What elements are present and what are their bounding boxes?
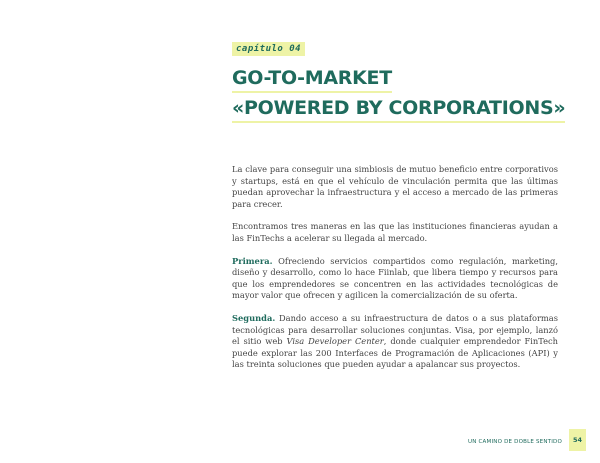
- chapter-label: capítulo 04: [232, 42, 305, 56]
- paragraph-second-text-b: , donde cualquier emprendedor FinTech puede explorar las 200 Interfaces de Programación de Aplicaciones (API) y las treinta soluciones que pueden ayudar a apalancar sus proyectos.: [232, 336, 558, 370]
- paragraph-first-text: Ofreciendo servicios compartidos como regulación, marketing, diseño y desarrollo, como lo hace Fiinlab, que libera tiempo y recursos para que los emprendedores se concentren en las actividades tecnológicas de mayor valor que ofrecen y agilicen la comercialización de su oferta.: [232, 255, 558, 301]
- paragraph-first: [232, 256, 558, 302]
- paragraph-second-text-a: Dando acceso a su infraestructura de datos o a sus plataformas tecnológicas para desarrollar soluciones conjuntas. Visa, por ejemplo, lanzó el sitio web: [232, 312, 558, 347]
- page-number: 54: [569, 429, 586, 451]
- paragraph-intro: La clave para conseguir una simbiosis de mutuo beneficio entre corporativos y startups, está en que el vehículo de vinculación permita que las últimas puedan aprovechar la infraestructura y el acceso a mercado de las primeras para crecer.: [232, 164, 558, 209]
- paragraph-second-lead: Segunda.: [232, 312, 276, 323]
- paragraph-second-emphasis: Visa Developer Center: [286, 336, 384, 347]
- paragraph-second: [232, 313, 558, 371]
- footer-section-title: UN CAMINO DE DOBLE SENTIDO: [468, 439, 562, 445]
- body-text: [232, 164, 558, 382]
- page-title-line-1: GO-TO-MARKET: [232, 67, 392, 93]
- page-title-line-2: «POWERED BY CORPORATIONS»: [232, 97, 565, 123]
- paragraph-ways: Encontramos tres maneras en las que las instituciones financieras ayudan a las FinTechs a acelerar su llegada al mercado.: [232, 221, 558, 243]
- paragraph-first-lead: Primera.: [232, 255, 273, 266]
